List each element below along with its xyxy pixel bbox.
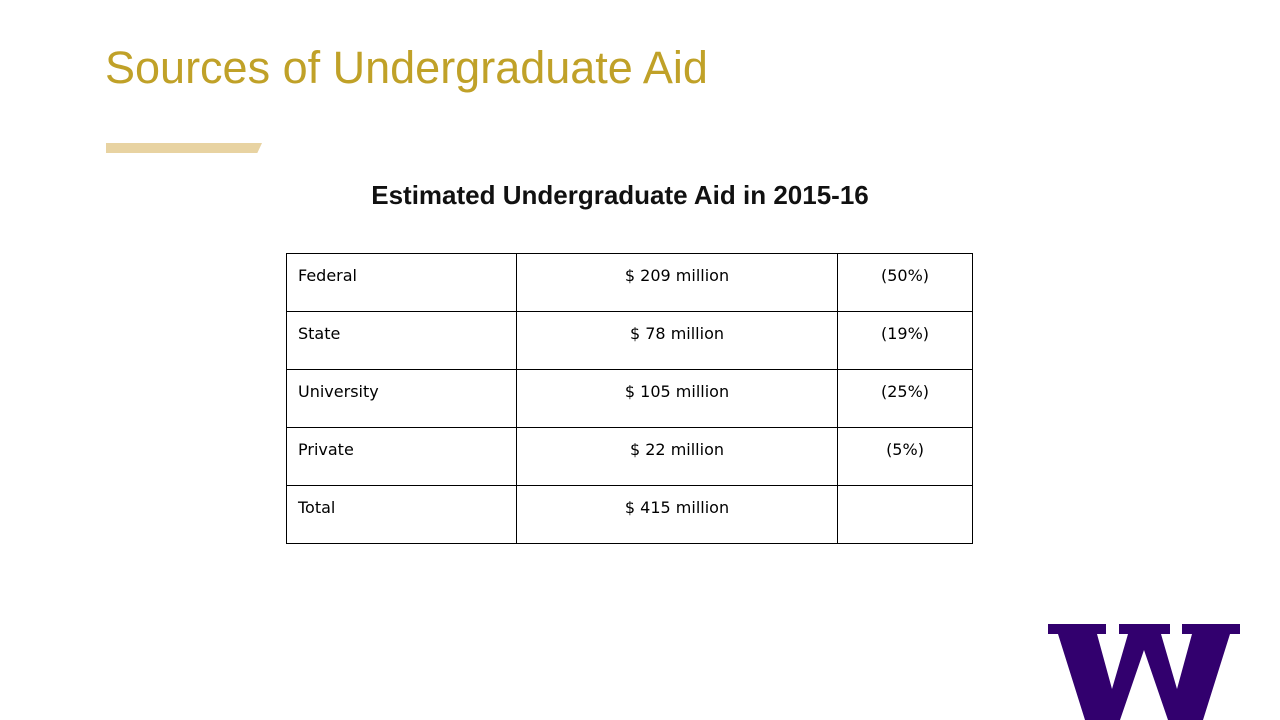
amount-cell: $ 209 million (517, 254, 838, 312)
source-cell: Federal (287, 254, 517, 312)
uw-w-logo-icon (1046, 622, 1242, 720)
percent-cell: (5%) (838, 428, 973, 486)
percent-cell: (19%) (838, 312, 973, 370)
source-cell: Total (287, 486, 517, 544)
source-cell: State (287, 312, 517, 370)
percent-cell: (50%) (838, 254, 973, 312)
table-row (287, 486, 973, 544)
aid-table (286, 253, 973, 544)
table-row (287, 370, 973, 428)
table-row (287, 312, 973, 370)
amount-cell: $ 78 million (517, 312, 838, 370)
table-title: Estimated Undergraduate Aid in 2015-16 (371, 180, 869, 210)
amount-cell: $ 105 million (517, 370, 838, 428)
table-row (287, 428, 973, 486)
source-cell: Private (287, 428, 517, 486)
percent-cell (838, 486, 973, 544)
amount-cell: $ 415 million (517, 486, 838, 544)
table-row (287, 254, 973, 312)
slide-title: Sources of Undergraduate Aid (105, 42, 708, 93)
accent-bar (106, 143, 262, 153)
source-cell: University (287, 370, 517, 428)
percent-cell: (25%) (838, 370, 973, 428)
amount-cell: $ 22 million (517, 428, 838, 486)
